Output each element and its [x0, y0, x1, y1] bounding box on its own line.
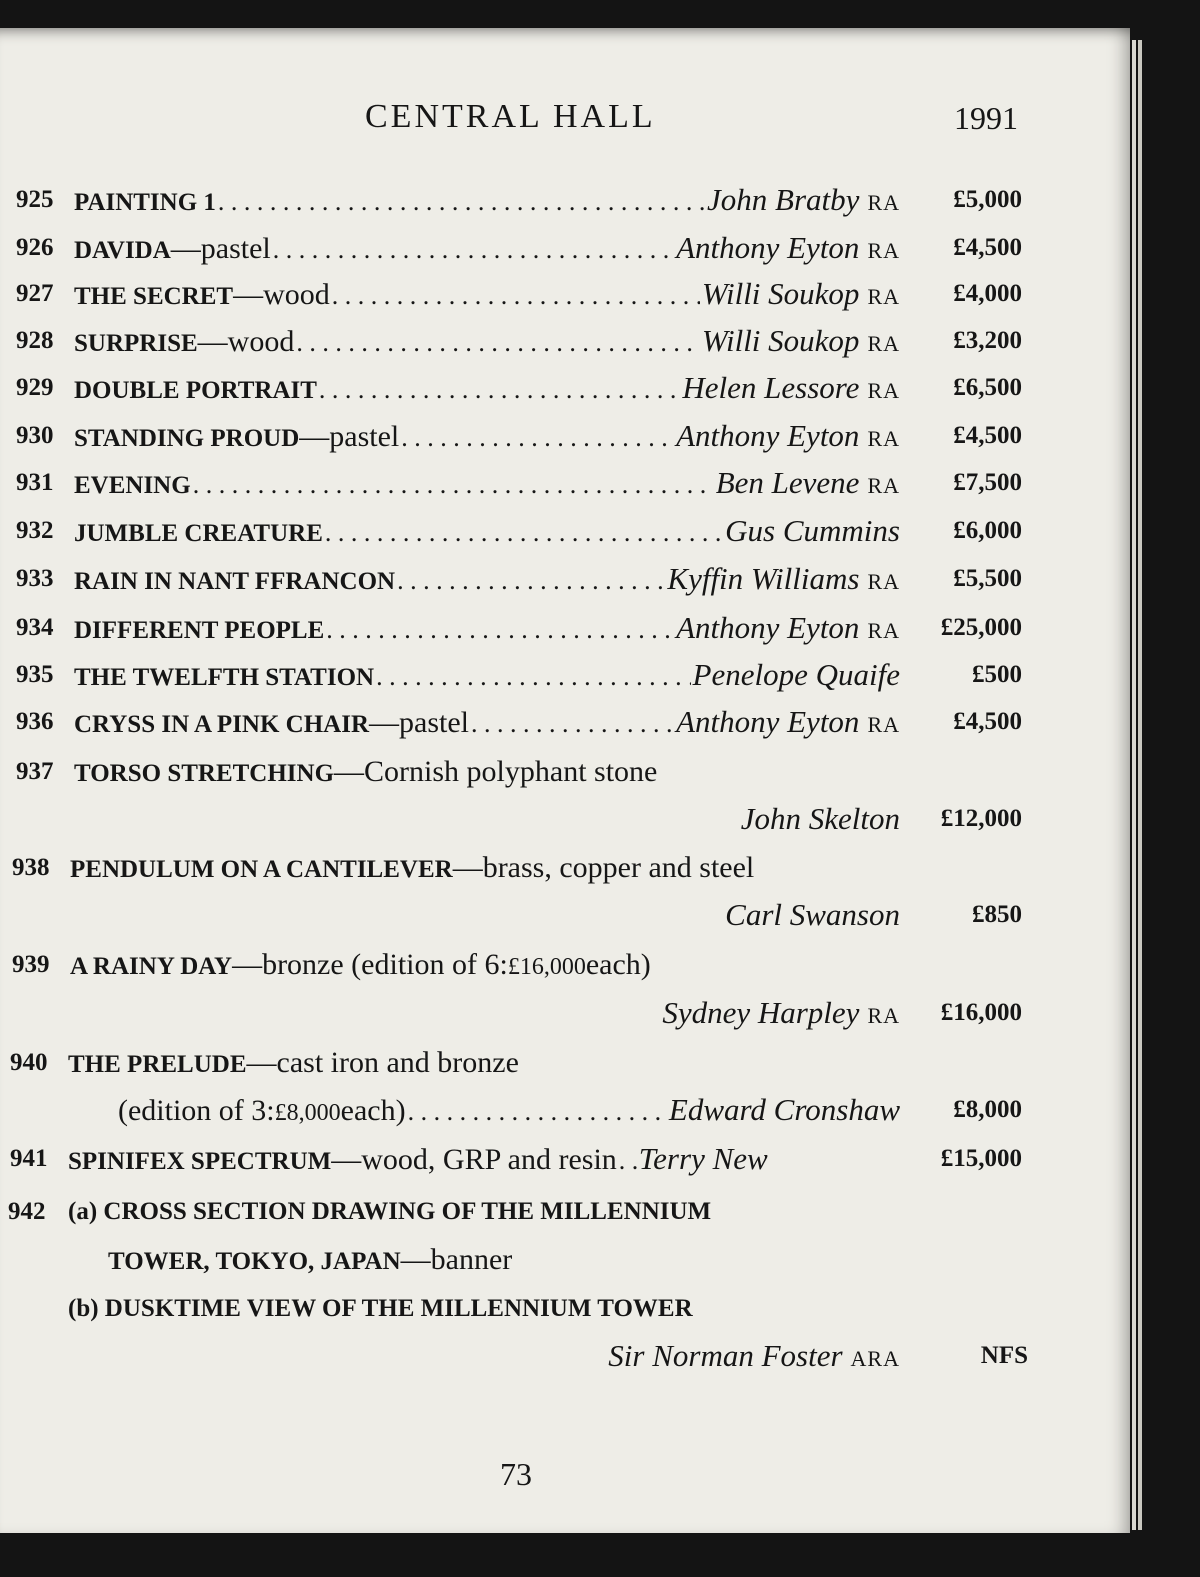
- entry-number: 927: [16, 280, 54, 307]
- entry-honour: RA: [867, 569, 900, 594]
- entry-title: DIFFERENT PEOPLE: [74, 617, 325, 644]
- entry-title: THE SECRET: [74, 283, 234, 310]
- entry-honour: RA: [867, 426, 900, 451]
- edition-price: £8,000: [274, 1100, 341, 1126]
- leader-dots: [325, 513, 723, 553]
- entry-number: 936: [16, 708, 54, 735]
- entry-936: [0, 702, 1040, 742]
- entry-artist: Penelope Quaife: [692, 657, 900, 692]
- entry-title: SURPRISE: [74, 330, 198, 357]
- entry-artist: Anthony Eyton: [676, 418, 860, 453]
- entry-number: 941: [10, 1145, 48, 1172]
- entry-number: 937: [16, 758, 54, 785]
- entry-medium: —pastel: [369, 706, 469, 739]
- entry-price: £12,000: [940, 805, 1022, 832]
- entry-926: [0, 228, 1040, 268]
- entry-number: 942: [8, 1198, 46, 1225]
- entry-942: [0, 1192, 1040, 1232]
- page-edge: [1132, 40, 1136, 1530]
- entry-medium: —bronze (edition of 6:: [232, 948, 508, 981]
- entry-number: 932: [16, 517, 54, 544]
- entry-928: [0, 321, 1040, 361]
- entry-number: 926: [16, 234, 54, 261]
- entry-price: £5,500: [953, 565, 1022, 592]
- entry-number: 939: [12, 951, 50, 978]
- leader-dots: [619, 1141, 637, 1181]
- entry-artist: Helen Lessore: [682, 370, 860, 405]
- entry-honour: RA: [867, 712, 900, 737]
- entry-medium: —pastel: [170, 232, 271, 265]
- entry-medium-end: each): [585, 948, 651, 981]
- entry-number: 930: [16, 422, 54, 449]
- entry-number: 929: [16, 374, 54, 401]
- entry-honour: RA: [867, 284, 900, 309]
- entry-939: [0, 945, 1040, 985]
- edition-price: £16,000: [507, 954, 586, 980]
- entry-honour: RA: [867, 238, 900, 263]
- entry-title-a: (a) CROSS SECTION DRAWING OF THE MILLENNIUM: [68, 1198, 712, 1225]
- entry-medium: —Cornish polyphant stone: [334, 755, 658, 788]
- entry-941: [0, 1139, 1040, 1179]
- entry-medium: —cast iron and bronze: [246, 1046, 519, 1079]
- entry-925: [0, 180, 1040, 220]
- entry-artist: Sydney Harpley: [662, 995, 860, 1030]
- leader-dots: [471, 704, 674, 744]
- entry-honour: RA: [867, 378, 900, 403]
- entry-artist: Terry New: [638, 1141, 768, 1176]
- entry-number: 940: [10, 1049, 48, 1076]
- entry-price: £6,000: [953, 517, 1022, 544]
- entry-934: [0, 608, 1040, 648]
- entry-title: CRYSS IN A PINK CHAIR: [74, 711, 370, 738]
- entry-940-credit: [0, 1090, 1040, 1130]
- entry-artist: Kyffin Williams: [667, 561, 860, 596]
- leader-dots: [193, 465, 714, 505]
- entry-938-credit: [0, 895, 1040, 935]
- entry-medium: —brass, copper and steel: [452, 851, 755, 884]
- page-edge: [1138, 40, 1142, 1530]
- entry-title: TORSO STRETCHING: [74, 760, 335, 787]
- entry-artist: Sir Norman Foster: [608, 1338, 843, 1373]
- leader-dots: [397, 561, 665, 601]
- entry-artist: Edward Cronshaw: [668, 1092, 900, 1127]
- entry-artist: Willi Soukop: [701, 276, 860, 311]
- entry-title: SPINIFEX SPECTRUM: [68, 1148, 332, 1175]
- entry-title: A RAINY DAY: [70, 953, 233, 980]
- entry-artist: Anthony Eyton: [676, 704, 860, 739]
- entry-artist: Anthony Eyton: [676, 230, 860, 265]
- edition-note-end: each): [340, 1094, 406, 1127]
- entry-927: [0, 274, 1040, 314]
- leader-dots: [326, 610, 674, 650]
- entry-price: £4,000: [953, 280, 1022, 307]
- entry-930: [0, 416, 1040, 456]
- entry-medium: —wood: [197, 325, 295, 358]
- entry-price: £5,000: [953, 186, 1022, 213]
- entry-title: EVENING: [74, 472, 191, 499]
- entry-title: RAIN IN NANT FFRANCON: [74, 568, 396, 595]
- entry-price: £850: [972, 901, 1022, 928]
- entry-935: [0, 655, 1040, 695]
- entry-price: £8,000: [953, 1096, 1022, 1123]
- entry-number: 928: [16, 327, 54, 354]
- entry-title: DAVIDA: [74, 237, 171, 264]
- entry-price: £3,200: [953, 327, 1022, 354]
- leader-dots: [332, 276, 700, 316]
- entry-price: NFS: [980, 1342, 1028, 1369]
- entry-price: £4,500: [953, 422, 1022, 449]
- entry-artist: John Bratby: [707, 182, 860, 217]
- entry-medium: —wood: [233, 278, 330, 311]
- entry-medium: —banner: [400, 1243, 513, 1276]
- entry-937: [0, 752, 1040, 792]
- entry-942-b: [0, 1289, 1040, 1329]
- entry-artist: Anthony Eyton: [676, 610, 860, 645]
- entry-931: [0, 463, 1040, 503]
- entry-942-a-cont: [0, 1240, 1040, 1280]
- leader-dots: [296, 323, 700, 363]
- entry-title: PENDULUM ON A CANTILEVER: [70, 856, 453, 883]
- entry-artist: Willi Soukop: [701, 323, 860, 358]
- entry-933: [0, 559, 1040, 599]
- page-header: [0, 98, 1060, 142]
- section-title: CENTRAL HALL: [365, 98, 656, 135]
- entry-937-credit: [0, 799, 1040, 839]
- entry-price: £7,500: [953, 469, 1022, 496]
- entry-artist: Carl Swanson: [725, 897, 900, 932]
- entry-artist: Gus Cummins: [725, 513, 900, 548]
- entry-medium: —wood, GRP and resin: [331, 1143, 617, 1176]
- entry-940: [0, 1043, 1040, 1083]
- entry-price: £4,500: [953, 708, 1022, 735]
- edition-note: (edition of 3:: [118, 1094, 275, 1127]
- entry-title: STANDING PROUD: [74, 425, 300, 452]
- entry-title: THE PRELUDE: [68, 1051, 247, 1078]
- entry-932: [0, 511, 1040, 551]
- entry-title: THE TWELFTH STATION: [74, 664, 375, 691]
- entry-price: £4,500: [953, 234, 1022, 261]
- entry-942-credit: [0, 1336, 1040, 1376]
- entry-number: 934: [16, 614, 54, 641]
- entry-title-a-cont: TOWER, TOKYO, JAPAN: [108, 1248, 401, 1275]
- entry-price: £25,000: [940, 614, 1022, 641]
- entry-title-b: (b) DUSKTIME VIEW OF THE MILLENNIUM TOWER: [68, 1295, 693, 1322]
- leader-dots: [408, 1092, 667, 1132]
- entry-price: £6,500: [953, 374, 1022, 401]
- entry-title: JUMBLE CREATURE: [74, 520, 323, 547]
- leader-dots: [401, 418, 674, 458]
- page-number: 73: [500, 1456, 532, 1492]
- entry-929: [0, 368, 1040, 408]
- entry-number: 935: [16, 661, 54, 688]
- entry-number: 925: [16, 186, 54, 213]
- entry-title: DOUBLE PORTRAIT: [74, 377, 317, 404]
- leader-dots: [273, 230, 674, 270]
- leader-dots: [319, 370, 680, 410]
- entry-title: PAINTING 1: [74, 189, 216, 216]
- entry-number: 933: [16, 565, 54, 592]
- entry-artist: Ben Levene: [715, 465, 860, 500]
- leader-dots: [376, 657, 690, 697]
- entry-honour: RA: [867, 473, 900, 498]
- entry-medium: —pastel: [299, 420, 400, 453]
- entry-honour: RA: [867, 1003, 900, 1028]
- entry-honour: RA: [867, 618, 900, 643]
- entry-939-credit: [0, 993, 1040, 1033]
- entry-honour: ARA: [850, 1346, 900, 1371]
- entry-honour: RA: [867, 190, 900, 215]
- entry-number: 938: [12, 854, 50, 881]
- entry-price: £16,000: [940, 999, 1022, 1026]
- entry-number: 931: [16, 469, 54, 496]
- entry-price: £500: [972, 661, 1022, 688]
- entry-honour: RA: [867, 331, 900, 356]
- entry-938: [0, 848, 1040, 888]
- entry-price: £15,000: [940, 1145, 1022, 1172]
- leader-dots: [218, 182, 705, 222]
- catalogue-year: 1991: [954, 100, 1018, 136]
- entry-artist: John Skelton: [740, 801, 900, 836]
